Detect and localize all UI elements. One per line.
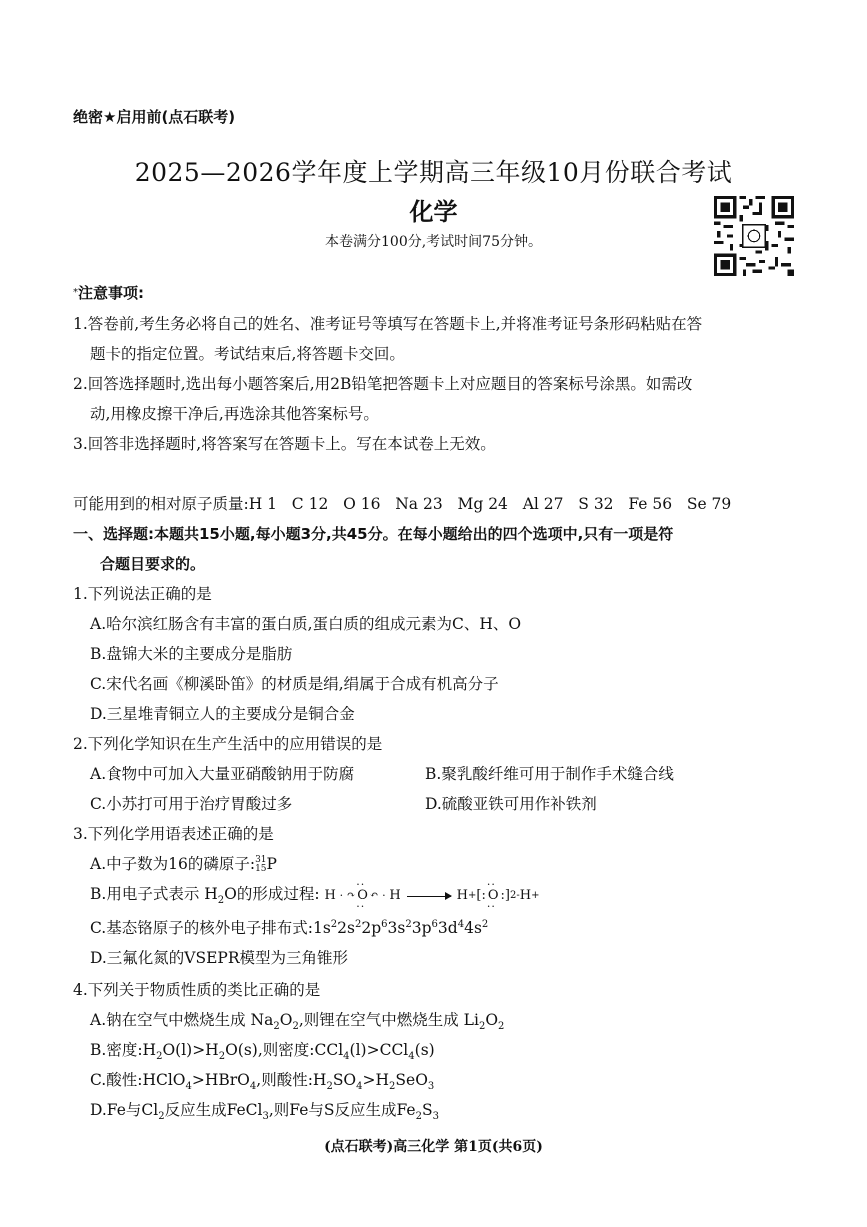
q1-stem: 1.下列说法正确的是 [73,585,212,603]
atomic-masses: 可能用到的相对原子质量:H 1 C 12 O 16 Na 23 Mg 24 Al 27 S 32 Fe 56 Se 79 [73,495,732,513]
electron-formation-equation: H · ↷ ·· O ·· ↶ · H H + [: ·· O ·· :] 2- H + [325,886,540,906]
exam-info: 本卷满分100分,考试时间75分钟。 [325,234,542,250]
notice-item-2: 2.回答选择题时,选出每小题答案后,用2B铅笔把答题卡上对应题目的答案标号涂黑。如需改 [73,375,693,393]
notice-heading: *注意事项: [73,284,144,302]
electron-config [331,919,489,937]
config-superscript: 4 [457,918,465,930]
q1-option-d: D.三星堆青铜立人的主要成分是铜合金 [90,705,355,723]
q1-option-a: A.哈尔滨红肠含有丰富的蛋白质,蛋白质的组成元素为C、H、O [90,615,522,633]
q4-option-c: C.酸性:HClO$_4$>HBrO$_4$,则酸性$:H_2SO_4>H_2SeO_3$ [90,1071,435,1093]
config-orbital: 3d [437,919,458,937]
q1-option-c: C.宋代名画《柳溪卧笛》的材质是绢,绢属于合成有机高分子 [90,675,499,693]
notice-item-3: 3.回答非选择题时,将答案写在答题卡上。写在本试卷上无效。 [73,435,496,453]
qr-code-icon [714,196,794,276]
config-orbital: 3s [387,919,406,937]
q2-stem: 2.下列化学知识在生产生活中的应用错误的是 [73,735,383,753]
q3-option-c: C.基态铬原子的核外电子排布式$:1s^22s^22p^63s^23p^63d^44s^2$ [90,918,489,937]
config-superscript: 2 [481,918,489,930]
q3-option-b: B.用电子式表示 $H_2O$的形成过程: H · ↷ ·· O ·· ↶ · H H + [: ·· O ·· :] 2- H + [90,884,539,906]
q1-option-b: B.盘锦大米的主要成分是脂肪 [90,645,293,663]
notice-item-1: 1.答卷前,考生务必将自己的姓名、准考证号等填写在答题卡上,并将准考证号条形码粘贴在答 [73,315,703,333]
q4-option-d: D.Fe与$Cl_2$反应生成FeCl$_3$,则Fe与S反应生成$Fe_2S_3$ [90,1101,439,1123]
q4-option-a: A.钠在空气中燃烧生成 $Na_2O_2$,则锂在空气中燃烧生成 $Li_2O_2$ [90,1011,505,1033]
q4-option-b: B.密度$:H_2O(l)>H_2O(s)$,则密度:CCl$_4$(l)>CCl$_4$(s) [90,1041,435,1063]
q2-option-b: B.聚乳酸纤维可用于制作手术缝合线 [425,765,674,783]
exam-title: 2025—2026学年度上学期高三年级10月份联合考试 [134,158,733,187]
q3-stem: 3.下列化学用语表述正确的是 [73,825,274,843]
config-superscript: 6 [431,918,438,930]
notice-item-1-cont: 题卡的指定位置。考试结束后,将答题卡交回。 [90,345,405,363]
config-orbital: 3p [411,919,432,937]
reaction-arrow-icon [407,896,451,897]
q3-option-d: D.三氟化氮的VSEPR模型为三角锥形 [90,949,349,967]
section-1-heading: 一、选择题:本题共15小题,每小题3分,共45分。在每小题给出的四个选项中,只有一项是符 [73,525,674,543]
q4-stem: 4.下列关于物质性质的类比正确的是 [73,981,321,999]
q2-option-a: A.食物中可加入大量亚硝酸钠用于防腐 [90,765,355,783]
page-footer: (点石联考)高三化学 第1页(共6页) [324,1139,543,1155]
config-superscript: 2 [354,918,362,930]
q3-option-a: A.中子数为16的磷原子: 31 15 P [90,855,277,874]
config-orbital: 2s [337,919,355,937]
q2-option-d: D.硫酸亚铁可用作补铁剂 [425,795,597,813]
notice-item-2-cont: 动,用橡皮擦干净后,再选涂其他答案标号。 [90,405,379,423]
config-orbital: 2p [361,919,382,937]
config-superscript: 6 [381,918,388,930]
config-superscript: 2 [405,918,412,930]
subject-title: 化学 [409,198,458,226]
config-orbital: 4s [464,919,482,937]
section-1-heading-cont: 合题目要求的。 [100,555,206,573]
config-superscript: 2 [330,918,338,930]
q2-option-c: C.小苏打可用于治疗胃酸过多 [90,795,293,813]
confidential-label: 绝密★启用前(点石联考) [73,108,236,126]
